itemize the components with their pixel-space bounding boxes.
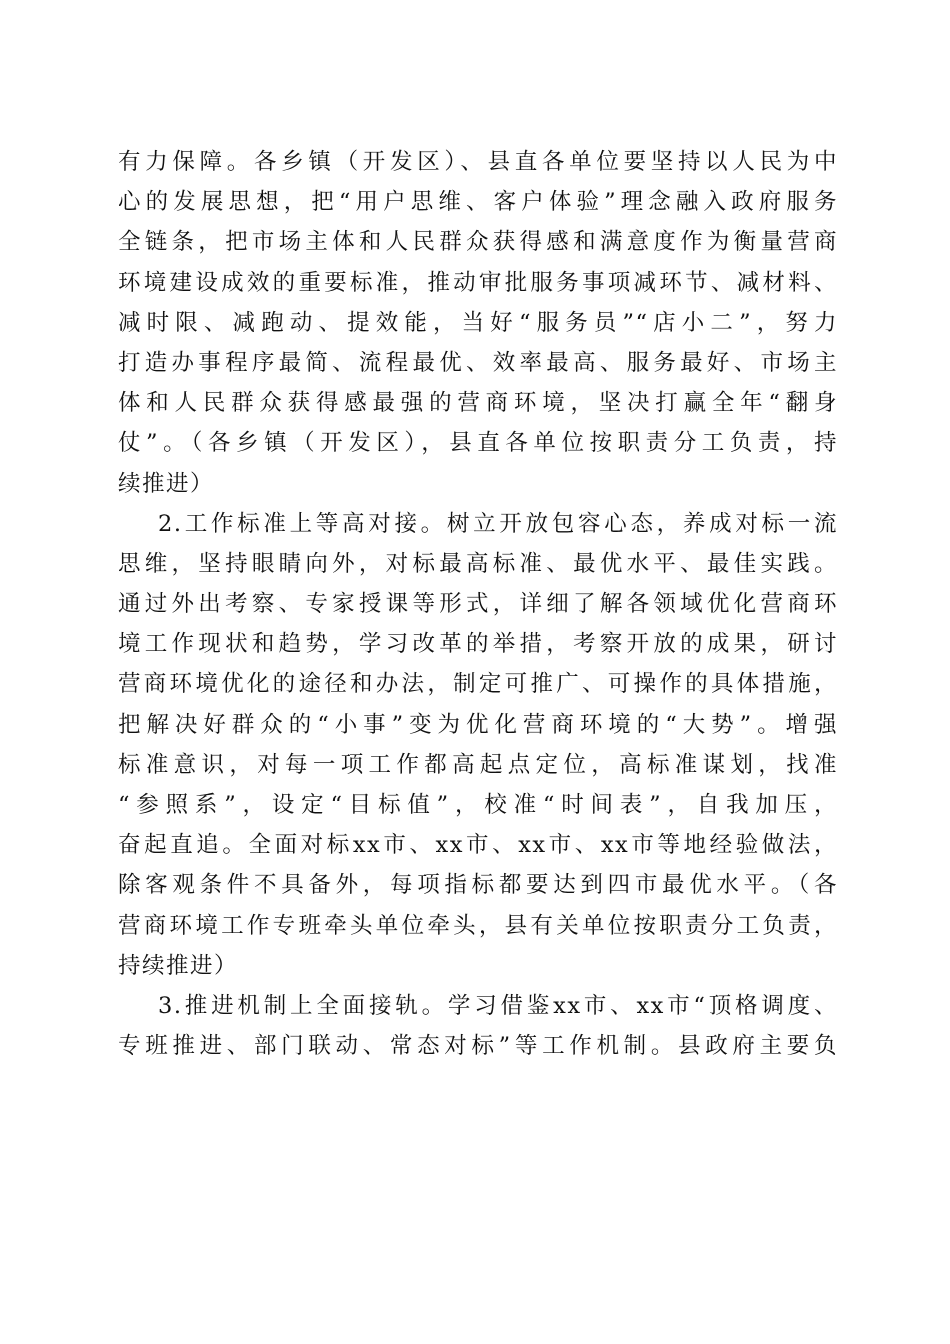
document-body — [118, 142, 838, 1066]
text-line: 通过外出考察、专家授课等形式，详细了解各领域优化营商环 — [118, 591, 838, 618]
text-line: 标准意识，对每一项工作都高起点定位，高标准谋划，找准 — [118, 751, 838, 778]
text-line: 营商环境优化的途径和办法，制定可推广、可操作的具体措施， — [118, 671, 838, 698]
text-line: 环境建设成效的重要标准，推动审批服务事项减环节、减材料、 — [118, 269, 838, 296]
paragraph-mechanism — [118, 986, 838, 1066]
text-line: 体和人民群众获得感最强的营商环境，坚决打赢全年“翻身 — [118, 390, 838, 417]
text-line: 打造办事程序最简、流程最优、效率最高、服务最好、市场主 — [118, 349, 838, 376]
text-line: 全链条，把市场主体和人民群众获得感和满意度作为衡量营商 — [118, 229, 838, 256]
text-line: 2.工作标准上等高对接。树立开放包容心态，养成对标一流 — [158, 510, 838, 537]
text-line: 减时限、减跑动、提效能，当好“服务员”“店小二”，努力 — [118, 309, 838, 336]
text-line: 3.推进机制上全面接轨。学习借鉴xx市、xx市“顶格调度、 — [158, 992, 838, 1019]
text-line: 营商环境工作专班牵头单位牵头，县有关单位按职责分工负责， — [118, 912, 838, 939]
text-line: 境工作现状和趋势，学习改革的举措，考察开放的成果，研讨 — [118, 631, 838, 658]
text-line: 专班推进、部门联动、常态对标”等工作机制。县政府主要负 — [118, 1033, 838, 1060]
text-line: 思维，坚持眼睛向外，对标最高标准、最优水平、最佳实践。 — [118, 550, 838, 577]
text-line: 奋起直追。全面对标xx市、xx市、xx市、xx市等地经验做法， — [118, 832, 838, 859]
text-line: 把解决好群众的“小事”变为优化营商环境的“大势”。增强 — [118, 711, 838, 738]
text-line: “参照系”，设定“目标值”，校准“时间表”，自我加压， — [118, 792, 838, 818]
paragraph-work-standards — [118, 504, 838, 986]
text-line: 有力保障。各乡镇（开发区）、县直各单位要坚持以人民为中 — [118, 149, 838, 175]
text-line: 除客观条件不具备外，每项指标都要达到四市最优水平。（各 — [118, 872, 838, 899]
text-line: 续推进） — [118, 470, 215, 497]
text-line: 心的发展思想，把“用户思维、客户体验”理念融入政府服务 — [118, 189, 838, 216]
text-line: 仗”。（各乡镇（开发区），县直各单位按职责分工负责，持 — [118, 430, 838, 457]
paragraph-service-guarantee — [118, 142, 838, 504]
text-line: 持续推进） — [118, 952, 239, 979]
